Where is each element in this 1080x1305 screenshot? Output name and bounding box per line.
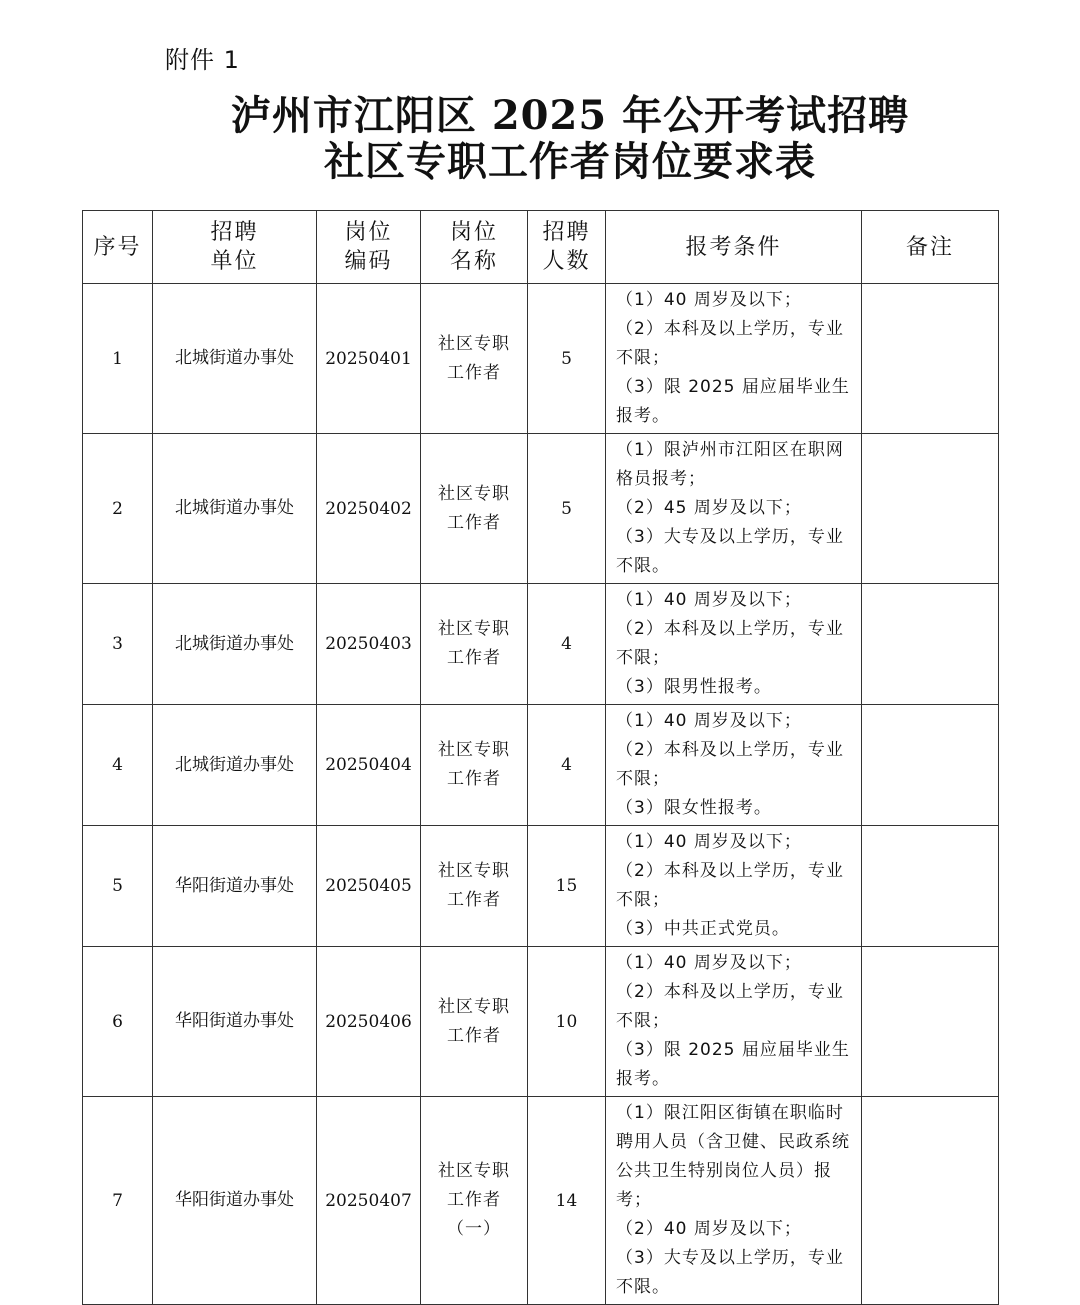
header-code: 岗位 编码 xyxy=(317,211,421,284)
cell-position-name: 社区专职 工作者 xyxy=(421,584,528,705)
page-title-line-1: 泸州市江阳区 2025 年公开考试招聘 xyxy=(230,92,910,139)
cell-count: 5 xyxy=(528,284,606,434)
header-remarks: 备注 xyxy=(862,211,999,284)
cell-count: 15 xyxy=(528,826,606,947)
header-index: 序号 xyxy=(83,211,153,284)
table-row xyxy=(83,705,999,826)
cell-conditions: （1）40 周岁及以下； （2）本科及以上学历，专业不限； （3）限女性报考。 xyxy=(606,705,862,826)
cell-unit: 华阳街道办事处 xyxy=(153,826,317,947)
cell-position-name: 社区专职 工作者 xyxy=(421,284,528,434)
cell-unit: 北城街道办事处 xyxy=(153,284,317,434)
cell-count: 14 xyxy=(528,1097,606,1305)
table-row xyxy=(83,826,999,947)
cell-code: 20250404 xyxy=(317,705,421,826)
cell-index: 4 xyxy=(83,705,153,826)
cell-remarks xyxy=(862,1097,999,1305)
cell-count: 4 xyxy=(528,705,606,826)
cell-code: 20250403 xyxy=(317,584,421,705)
cell-conditions: （1）40 周岁及以下； （2）本科及以上学历，专业不限； （3）中共正式党员。 xyxy=(606,826,862,947)
cell-unit: 北城街道办事处 xyxy=(153,434,317,584)
cell-index: 3 xyxy=(83,584,153,705)
cell-index: 1 xyxy=(83,284,153,434)
cell-remarks xyxy=(862,826,999,947)
cell-unit: 华阳街道办事处 xyxy=(153,1097,317,1305)
table-row xyxy=(83,947,999,1097)
cell-unit: 华阳街道办事处 xyxy=(153,947,317,1097)
cell-remarks xyxy=(862,705,999,826)
cell-index: 2 xyxy=(83,434,153,584)
cell-remarks xyxy=(862,947,999,1097)
cell-position-name: 社区专职 工作者 xyxy=(421,826,528,947)
header-unit: 招聘 单位 xyxy=(153,211,317,284)
cell-code: 20250402 xyxy=(317,434,421,584)
cell-remarks xyxy=(862,284,999,434)
cell-code: 20250405 xyxy=(317,826,421,947)
cell-index: 6 xyxy=(83,947,153,1097)
table-row xyxy=(83,434,999,584)
table-header-row xyxy=(83,211,999,284)
cell-code: 20250407 xyxy=(317,1097,421,1305)
cell-unit: 北城街道办事处 xyxy=(153,584,317,705)
cell-remarks xyxy=(862,584,999,705)
cell-conditions: （1）40 周岁及以下； （2）本科及以上学历，专业不限； （3）限 2025 届应届毕业生报考。 xyxy=(606,284,862,434)
cell-count: 10 xyxy=(528,947,606,1097)
cell-position-name: 社区专职 工作者 xyxy=(421,947,528,1097)
cell-count: 5 xyxy=(528,434,606,584)
cell-count: 4 xyxy=(528,584,606,705)
header-count: 招聘 人数 xyxy=(528,211,606,284)
header-name: 岗位 名称 xyxy=(421,211,528,284)
cell-conditions: （1）40 周岁及以下； （2）本科及以上学历，专业不限； （3）限 2025 届应届毕业生报考。 xyxy=(606,947,862,1097)
cell-index: 5 xyxy=(83,826,153,947)
cell-position-name: 社区专职 工作者 （一） xyxy=(421,1097,528,1305)
table-row xyxy=(83,1097,999,1305)
attachment-label: 附件 1 xyxy=(165,46,240,74)
cell-position-name: 社区专职 工作者 xyxy=(421,434,528,584)
cell-conditions: （1）限泸州市江阳区在职网格员报考； （2）45 周岁及以下； （3）大专及以上学历，专业不限。 xyxy=(606,434,862,584)
cell-index: 7 xyxy=(83,1097,153,1305)
cell-code: 20250406 xyxy=(317,947,421,1097)
page-title-line-2: 社区专职工作者岗位要求表 xyxy=(324,138,816,185)
position-requirements-table xyxy=(82,210,999,1305)
table-row xyxy=(83,284,999,434)
cell-remarks xyxy=(862,434,999,584)
cell-position-name: 社区专职 工作者 xyxy=(421,705,528,826)
table-row xyxy=(83,584,999,705)
cell-unit: 北城街道办事处 xyxy=(153,705,317,826)
cell-conditions: （1）40 周岁及以下； （2）本科及以上学历，专业不限； （3）限男性报考。 xyxy=(606,584,862,705)
header-conditions: 报考条件 xyxy=(606,211,862,284)
cell-code: 20250401 xyxy=(317,284,421,434)
cell-conditions: （1）限江阳区街镇在职临时聘用人员（含卫健、民政系统公共卫生特别岗位人员）报考； （2）40 周岁及以下； （3）大专及以上学历，专业不限。 xyxy=(606,1097,862,1305)
